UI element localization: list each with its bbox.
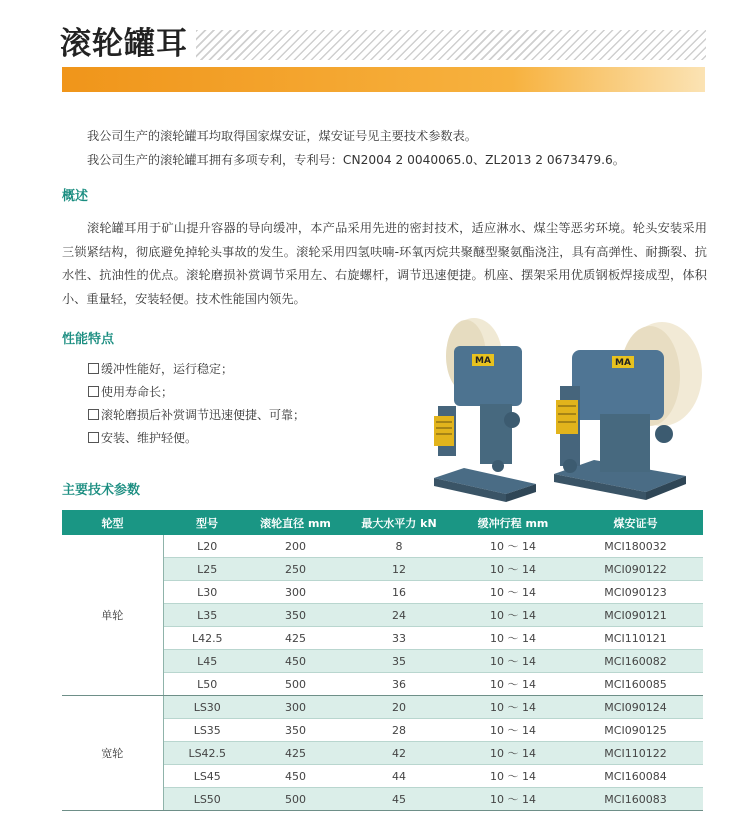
features-heading: 性能特点 [62, 332, 115, 347]
diameter-cell: 200 [251, 535, 340, 558]
certificate-cell: MCI090121 [568, 604, 703, 627]
certificate-cell: MCI090122 [568, 558, 703, 581]
stroke-cell: 10 ～ 14 [458, 696, 568, 719]
diameter-cell: 425 [251, 627, 340, 650]
table-row [62, 696, 703, 719]
stroke-cell: 10 ～ 14 [458, 558, 568, 581]
force-cell: 44 [340, 765, 458, 788]
feature-item [88, 404, 388, 427]
model-cell: L35 [163, 604, 251, 627]
model-cell: LS42.5 [163, 742, 251, 765]
model-cell: L25 [163, 558, 251, 581]
stroke-cell: 10 ～ 14 [458, 581, 568, 604]
certificate-cell: MCI090125 [568, 719, 703, 742]
checkbox-icon [88, 432, 99, 443]
table-row [62, 535, 703, 558]
diameter-cell: 500 [251, 788, 340, 811]
checkbox-icon [88, 386, 99, 397]
feature-item-label: 安装、维护轻便。 [101, 431, 198, 445]
diameter-cell: 250 [251, 558, 340, 581]
certificate-cell: MCI090124 [568, 696, 703, 719]
diameter-cell: 350 [251, 719, 340, 742]
roller-guide-right [554, 322, 702, 500]
force-cell: 12 [340, 558, 458, 581]
column-header: 煤安证号 [568, 510, 703, 535]
diameter-cell: 450 [251, 650, 340, 673]
stroke-cell: 10 ～ 14 [458, 535, 568, 558]
diameter-cell: 425 [251, 742, 340, 765]
certificate-cell: MCI180032 [568, 535, 703, 558]
feature-item [88, 358, 388, 381]
specs-heading: 主要技术参数 [62, 483, 141, 498]
model-cell: L42.5 [163, 627, 251, 650]
stroke-cell: 10 ～ 14 [458, 650, 568, 673]
wheel-type-cell: 单轮 [62, 535, 163, 696]
certificate-cell: MCI160084 [568, 765, 703, 788]
force-cell: 24 [340, 604, 458, 627]
ma-badge-left: MA [475, 356, 491, 366]
force-cell: 35 [340, 650, 458, 673]
specs-table [62, 510, 703, 811]
stroke-cell: 10 ～ 14 [458, 788, 568, 811]
ma-badge-right: MA [615, 358, 631, 368]
diameter-cell: 350 [251, 604, 340, 627]
force-cell: 16 [340, 581, 458, 604]
force-cell: 42 [340, 742, 458, 765]
stroke-cell: 10 ～ 14 [458, 719, 568, 742]
feature-item-label: 滚轮磨损后补赏调节迅速便捷、可靠； [101, 408, 306, 422]
certificate-cell: MCI090123 [568, 581, 703, 604]
feature-item-label: 缓冲性能好，运行稳定； [101, 362, 234, 376]
intro-line-patent: 我公司生产的滚轮罐耳拥有多项专利，专利号：CN2004 2 0040065.0、ZL2013 2 0673479.6。 [87, 153, 625, 167]
table-header-row [62, 510, 703, 535]
model-cell: L45 [163, 650, 251, 673]
model-cell: L30 [163, 581, 251, 604]
force-cell: 28 [340, 719, 458, 742]
column-header: 缓冲行程 mm [458, 510, 568, 535]
stroke-cell: 10 ～ 14 [458, 742, 568, 765]
model-cell: L50 [163, 673, 251, 696]
model-cell: L20 [163, 535, 251, 558]
model-cell: LS30 [163, 696, 251, 719]
column-header: 最大水平力 kN [340, 510, 458, 535]
diameter-cell: 300 [251, 696, 340, 719]
checkbox-icon [88, 409, 99, 420]
force-cell: 36 [340, 673, 458, 696]
certificate-cell: MCI160085 [568, 673, 703, 696]
diameter-cell: 300 [251, 581, 340, 604]
feature-item-label: 使用寿命长； [101, 385, 174, 399]
header-color-bar [62, 67, 705, 92]
page-title: 滚轮罐耳 [60, 26, 188, 62]
force-cell: 45 [340, 788, 458, 811]
roller-guide-left [434, 318, 536, 502]
feature-item [88, 381, 388, 404]
force-cell: 8 [340, 535, 458, 558]
certificate-cell: MCI160083 [568, 788, 703, 811]
certificate-cell: MCI110122 [568, 742, 703, 765]
title-hatch-decoration [196, 30, 706, 60]
overview-heading: 概述 [62, 189, 89, 204]
stroke-cell: 10 ～ 14 [458, 627, 568, 650]
model-cell: LS45 [163, 765, 251, 788]
wheel-type-cell: 宽轮 [62, 696, 163, 811]
stroke-cell: 10 ～ 14 [458, 673, 568, 696]
features-list [88, 358, 388, 450]
stroke-cell: 10 ～ 14 [458, 604, 568, 627]
certificate-cell: MCI160082 [568, 650, 703, 673]
column-header: 滚轮直径 mm [251, 510, 340, 535]
diameter-cell: 500 [251, 673, 340, 696]
diameter-cell: 450 [251, 765, 340, 788]
model-cell: LS50 [163, 788, 251, 811]
feature-item [88, 427, 388, 450]
model-cell: LS35 [163, 719, 251, 742]
column-header: 型号 [163, 510, 251, 535]
product-photo [414, 316, 714, 504]
overview-text: 滚轮罐耳用于矿山提升容器的导向缓冲，本产品采用先进的密封技术，适应淋水、煤尘等恶劣环境。轮头安装采用三锁紧结构，彻底避免掉轮头事故的发生。滚轮采用四氢呋喃-环氧丙烷共聚醚型聚氨酯浇注，具有高弹性、耐撕裂、抗水性、抗油性的优点。滚轮磨损补赏调节采用左、右旋螺杆，调节迅速便捷。机座、摆架采用优质钢板焊接成型，体积小、重量轻，安装轻便。技术性能国内领先。 [62, 221, 707, 306]
stroke-cell: 10 ～ 14 [458, 765, 568, 788]
checkbox-icon [88, 363, 99, 374]
certificate-cell: MCI110121 [568, 627, 703, 650]
force-cell: 33 [340, 627, 458, 650]
force-cell: 20 [340, 696, 458, 719]
column-header: 轮型 [62, 510, 163, 535]
intro-line-certificate: 我公司生产的滚轮罐耳均取得国家煤安证，煤安证号见主要技术参数表。 [87, 129, 477, 143]
